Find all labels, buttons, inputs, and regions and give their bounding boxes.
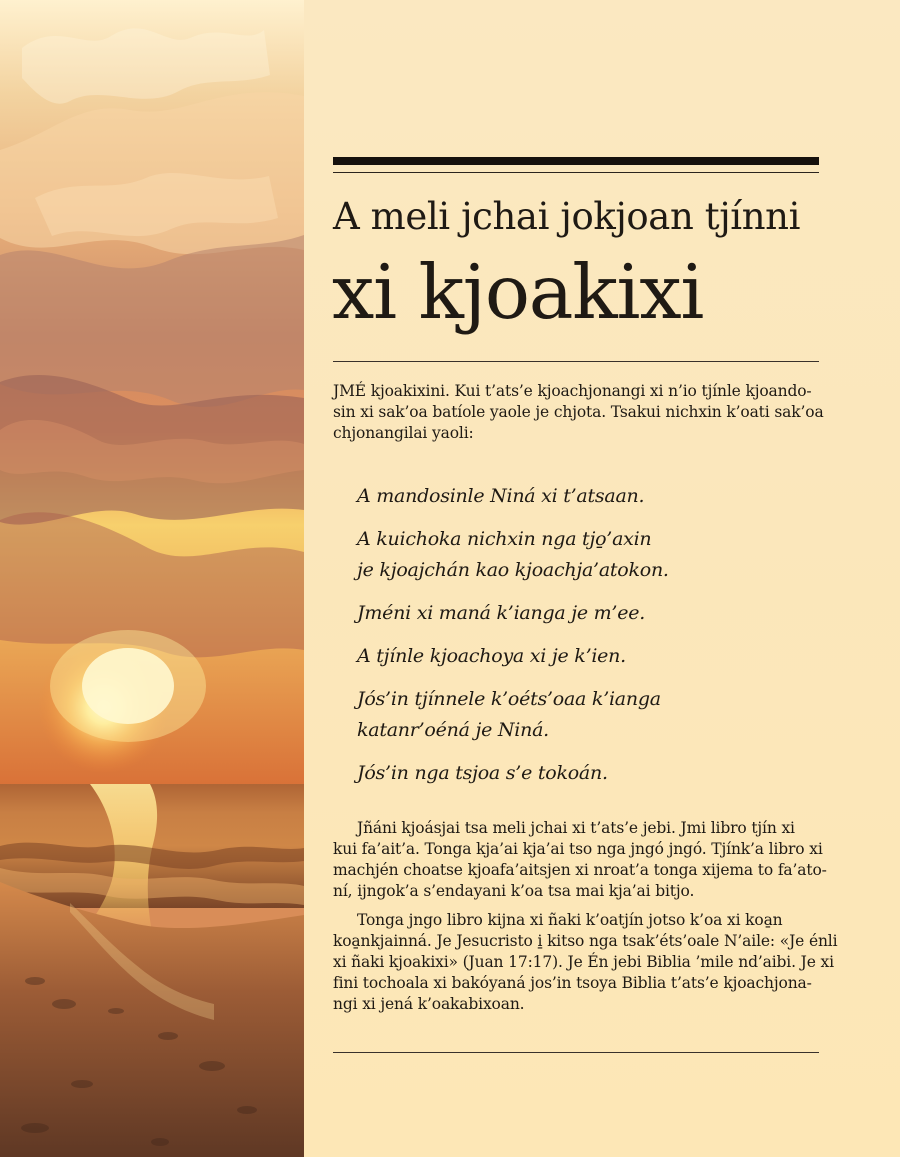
question-list — [357, 481, 797, 801]
body-copy — [333, 818, 838, 1023]
body-line: Jñáni kjoásjai tsa meli jchai xi t’ats’e jebi. Jmi libro tjín xi — [357, 819, 795, 837]
body-line: fini tochoala xi bakóyaná jos’in tsoya Biblia t’ats’e kjoachjona- — [333, 974, 812, 992]
question-item-6 — [357, 758, 797, 789]
question-line: Jméni xi maná k’ianga je m’ee. — [357, 602, 645, 624]
question-item-1 — [357, 481, 797, 512]
question-line: A tjínle kjoachoya xi je k’ien. — [357, 645, 626, 667]
body-line: koa̱nkjainná. Je Jesucristo i̱ kitso nga tsak’éts’oale N’aile: «Je énli — [333, 932, 838, 950]
body-line: ngi xi jená k’oakabixoan. — [333, 995, 525, 1013]
heading-divider — [333, 361, 819, 362]
question-item-2 — [357, 524, 797, 586]
question-item-3 — [357, 598, 797, 629]
intro-paragraph — [333, 381, 823, 444]
body-line: xi ñaki kjoakixi» (Juan 17:17). Je Én jebi Biblia ’mile nd’aibi. Je xi — [333, 953, 834, 971]
body-paragraph-2 — [333, 910, 838, 1015]
body-line: machjén choatse kjoafa’aitsjen xi nroat’a tonga xijema to fa’ato- — [333, 861, 827, 879]
body-paragraph-1 — [333, 818, 827, 902]
body-line: ní, ijngok’a s’endayani k’oa tsa mai kja’ai bitjo. — [333, 882, 695, 900]
intro-line-3: chjonangilai yaoli: — [333, 424, 474, 442]
question-line: Jós’in nga tsjoa s’e tokoán. — [357, 762, 608, 784]
intro-line-2: sin xi sak’oa batíole yaole je chjota. Tsakui nichxin k’oati sak’oa — [333, 403, 824, 421]
question-item-5 — [357, 684, 797, 746]
heading-line-1: A meli jchai jokjoan tjínni — [333, 195, 801, 238]
sunset-beach-illustration — [0, 0, 304, 1157]
question-item-4 — [357, 641, 797, 672]
top-thin-rule — [333, 172, 819, 173]
heading-line-2: xi kjoakixi — [332, 248, 704, 336]
question-line: Jós’in tjínnele k’oéts’oaa k’ianga — [357, 688, 661, 710]
bottom-divider — [333, 1052, 819, 1053]
sunset-photo — [0, 0, 304, 1157]
question-line: A mandosinle Niná xi t’atsaan. — [357, 485, 645, 507]
question-line: katanr’oéná je Niná. — [357, 719, 549, 741]
question-line: A kuichoka nichxin nga tjo̱’axin — [357, 528, 652, 550]
body-line: kui fa’ait’a. Tonga kja’ai kja’ai tso nga jngó jngó. Tjínk’a libro xi — [333, 840, 823, 858]
question-line: je kjoajchán kao kjoachja’atokon. — [357, 559, 669, 581]
intro-line-1: JMÉ kjoakixini. Kui t’ats’e kjoachjonangi xi n’io tjínle kjoando- — [333, 382, 812, 400]
top-heavy-rule — [333, 157, 819, 165]
body-line: Tonga jngo libro kijna xi ñaki k’oatjín jotso k’oa xi koa̱n — [357, 911, 783, 929]
